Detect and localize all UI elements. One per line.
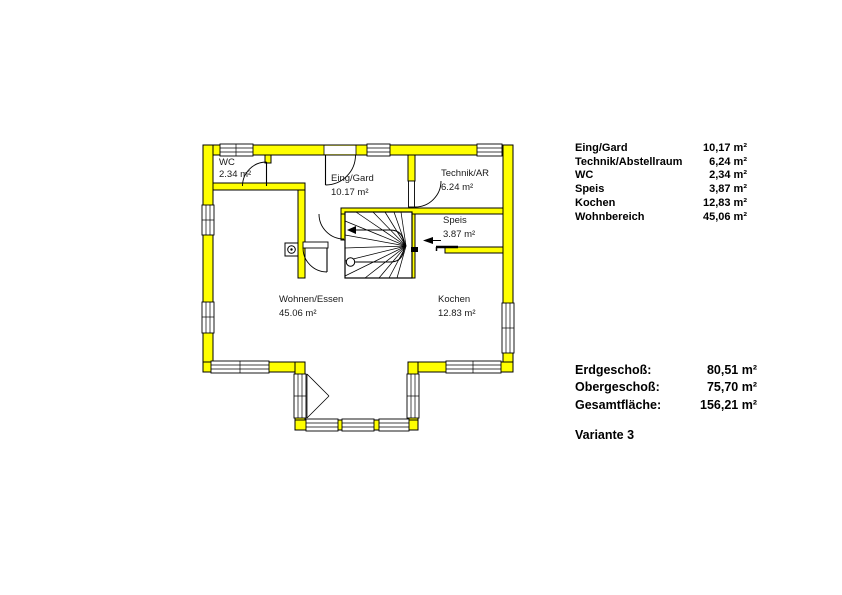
legend-row bbox=[575, 183, 747, 197]
room-area-legend bbox=[575, 142, 747, 224]
legend-row bbox=[575, 156, 747, 170]
technik-door bbox=[409, 181, 442, 207]
legend-row bbox=[575, 197, 747, 211]
summary-label: Erdgeschoß: bbox=[575, 363, 652, 377]
room-area-wc: 2.34 m² bbox=[219, 169, 252, 180]
legend-room-area: 3,87 m² bbox=[709, 183, 747, 196]
legend-room-area: 10,17 m² bbox=[702, 142, 747, 154]
legend-room-label: Technik/Abstellraum bbox=[575, 155, 683, 168]
stair-wall-stop bbox=[411, 247, 418, 252]
legend-room-label: Kochen bbox=[575, 196, 616, 209]
window bbox=[502, 303, 514, 353]
hall-door-lower bbox=[303, 242, 328, 272]
room-label-wc: WC bbox=[219, 157, 235, 168]
window bbox=[202, 205, 214, 235]
window bbox=[342, 419, 374, 431]
floor-area-summary bbox=[575, 362, 757, 414]
legend-row bbox=[575, 211, 747, 225]
room-label-kochen: Kochen bbox=[438, 294, 471, 305]
summary-row bbox=[575, 397, 757, 414]
window bbox=[202, 302, 214, 333]
legend-row bbox=[575, 169, 747, 183]
legend-room-area: 45,06 m² bbox=[702, 210, 747, 223]
summary-label: Obergeschoß: bbox=[575, 380, 660, 395]
legend-room-label: Speis bbox=[575, 183, 605, 196]
window bbox=[220, 144, 253, 156]
legend-room-area: 6,24 m² bbox=[709, 155, 747, 168]
window bbox=[306, 419, 338, 431]
room-area-speis: 3.87 m² bbox=[443, 229, 476, 240]
staircase bbox=[345, 212, 418, 278]
summary-row bbox=[575, 379, 757, 396]
summary-value: 80,51 m² bbox=[706, 363, 757, 377]
summary-value: 156,21 m² bbox=[700, 397, 757, 412]
window bbox=[294, 374, 306, 418]
room-label-eing-gard: Eing/Gard bbox=[331, 173, 374, 184]
room-label-speis: Speis bbox=[443, 215, 467, 226]
hall-door-upper bbox=[319, 214, 344, 239]
legend-room-label: WC bbox=[575, 169, 594, 182]
legend-row bbox=[575, 142, 747, 156]
window bbox=[477, 144, 502, 156]
window bbox=[367, 144, 390, 156]
legend-room-label: Wohnbereich bbox=[575, 210, 645, 223]
room-area-wohnen: 45.06 m² bbox=[279, 308, 317, 319]
room-label-technik: Technik/AR bbox=[441, 168, 490, 179]
terrace-door-symbol bbox=[307, 374, 329, 418]
legend-room-area: 12,83 m² bbox=[702, 196, 747, 209]
window bbox=[379, 419, 409, 431]
chimney-symbol bbox=[285, 243, 298, 256]
window bbox=[407, 374, 419, 418]
room-area-technik: 6.24 m² bbox=[441, 182, 474, 193]
room-area-kochen: 12.83 m² bbox=[438, 308, 476, 319]
variant-label: Variante 3 bbox=[575, 428, 635, 442]
window bbox=[211, 361, 269, 373]
summary-value: 75,70 m² bbox=[706, 380, 757, 395]
stair-start-circle bbox=[346, 258, 354, 266]
room-area-eing-gard: 10.17 m² bbox=[331, 187, 369, 198]
window bbox=[446, 361, 501, 373]
room-label-wohnen: Wohnen/Essen bbox=[279, 294, 344, 305]
summary-row bbox=[575, 362, 757, 379]
legend-room-area: 2,34 m² bbox=[709, 169, 747, 182]
summary-label: Gesamtfläche: bbox=[575, 397, 662, 412]
legend-room-label: Eing/Gard bbox=[575, 142, 628, 154]
